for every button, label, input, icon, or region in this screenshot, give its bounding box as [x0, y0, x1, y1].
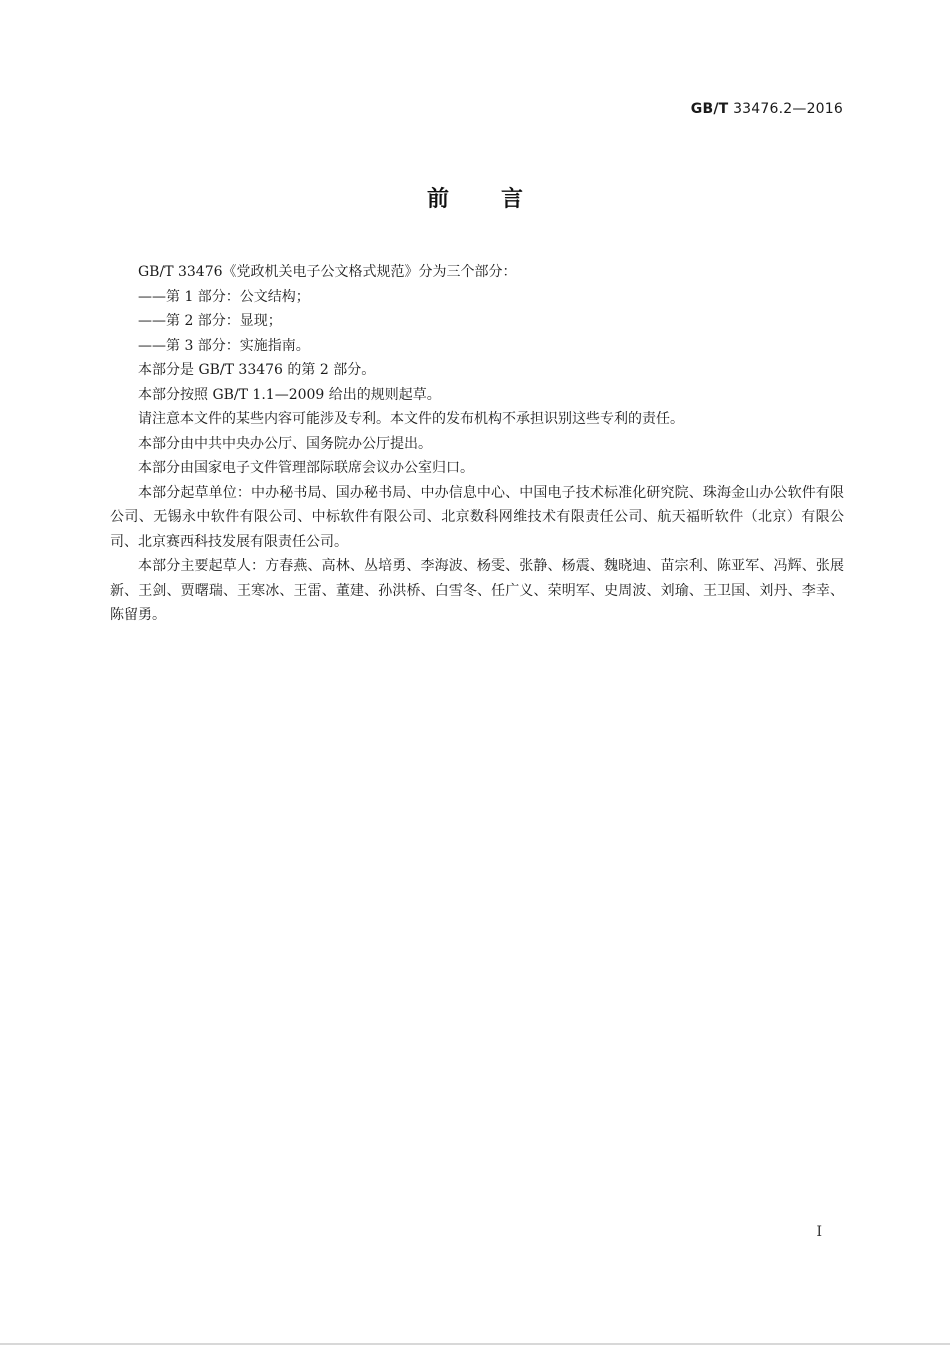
- paragraph-patent-notice: 请注意本文件的某些内容可能涉及专利。本文件的发布机构不承担识别这些专利的责任。: [138, 411, 684, 427]
- page-title: 前言: [426, 187, 575, 212]
- standard-code-number: 33476.2—2016: [728, 101, 843, 117]
- paragraph-main-drafters: 本部分主要起草人：方春燕、高林、丛培勇、李海波、杨雯、张静、杨震、魏晓迪、苗宗利、陈亚军、冯辉、张展新、王剑、贾曙瑞、王寒冰、王雷、董建、孙洪桥、白雪冬、任广义、荣明军、史周波、刘瑜、王卫国、刘丹、李幸、陈留勇。: [110, 558, 844, 623]
- foreword-body: [110, 260, 844, 628]
- paragraph-this-part: 本部分是 GB/T 33476 的第 2 部分。: [138, 362, 376, 378]
- paragraph-managed-by: 本部分由国家电子文件管理部际联席会议办公室归口。: [138, 460, 474, 476]
- page-number: I: [816, 1224, 822, 1240]
- paragraph-drafting-units: 本部分起草单位：中办秘书局、国办秘书局、中办信息中心、中国电子技术标准化研究院、珠海金山办公软件有限公司、无锡永中软件有限公司、中标软件有限公司、北京数科网维技术有限责任公司、航天福昕软件（北京）有限公司、北京赛西科技发展有限责任公司。: [110, 484, 844, 550]
- paragraph-part-2: ——第 2 部分：显现；: [138, 313, 282, 329]
- paragraph-part-1: ——第 1 部分：公文结构；: [138, 288, 310, 305]
- paragraph-drafting-rules: 本部分按照 GB/T 1.1—2009 给出的规则起草。: [138, 386, 441, 403]
- standard-code-header: [691, 101, 843, 117]
- paragraph-part-3: ——第 3 部分：实施指南。: [138, 337, 310, 354]
- paragraph-parts-intro: GB/T 33476《党政机关电子公文格式规范》分为三个部分：: [138, 264, 517, 280]
- standard-code-prefix: GB/T: [690, 101, 729, 117]
- paragraph-proposed-by: 本部分由中共中央办公厅、国务院办公厅提出。: [138, 435, 432, 452]
